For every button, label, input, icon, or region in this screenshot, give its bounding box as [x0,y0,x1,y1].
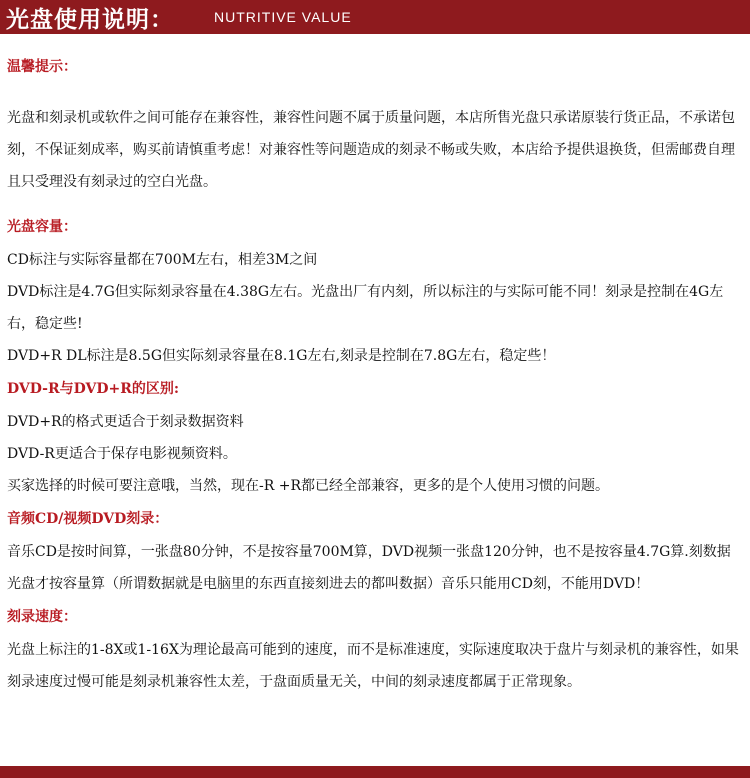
header-bar [0,0,750,34]
capacity-paragraph-cd: CD标注与实际容量都在700M左右，相差3M之间 [7,252,318,268]
document-body [7,50,743,698]
section-tips [7,50,743,198]
capacity-paragraph-dvd-dl: DVD+R DL标注是8.5G但实际刻录容量在8.1G左右,刻录是控制在7.8G左右，稳定些！ [7,348,556,364]
section-title-audio-video: 音频CD/视频DVD刻录： [7,511,169,527]
footer-bar [0,766,750,778]
speed-paragraph: 光盘上标注的1-8X或1-16X为理论最高可能到的速度，而不是标准速度，实际速度取决于盘片与刻录机的兼容性，如果刻录速度过慢可能是刻录机兼容性太差，于盘面质量无关，中间的刻录速度都属于正常现象。 [7,642,739,690]
page-subtitle: NUTRITIVE VALUE [214,9,352,25]
difference-paragraph-plus-r: DVD+R的格式更适合于刻录数据资料 [7,414,244,430]
section-difference [7,372,743,502]
page-title: 光盘使用说明： [6,6,174,33]
section-capacity [7,210,743,372]
difference-paragraph-note: 买家选择的时候可要注意哦，当然，现在-R +R都已经全部兼容，更多的是个人使用习惯的问题。 [7,478,609,494]
section-title-tips: 温馨提示： [7,59,77,75]
section-speed [7,600,743,698]
capacity-paragraph-dvd: DVD标注是4.7G但实际刻录容量在4.38G左右。光盘出厂有内刻，所以标注的与实际可能不同！刻录是控制在4G左右，稳定些! [7,284,724,332]
section-title-capacity: 光盘容量： [7,219,77,235]
section-title-difference: DVD-R与DVD+R的区别: [7,381,180,397]
section-title-speed: 刻录速度： [7,609,77,625]
difference-paragraph-minus-r: DVD-R更适合于保存电影视频资料。 [7,446,237,462]
audio-video-paragraph: 音乐CD是按时间算，一张盘80分钟，不是按容量700M算，DVD视频一张盘120分钟，也不是按容量4.7G算.刻数据光盘才按容量算（所谓数据就是电脑里的东西直接刻进去的都叫数据）音乐只能用CD刻，不能用DVD！ [7,544,731,592]
tips-paragraph: 光盘和刻录机或软件之间可能存在兼容性，兼容性问题不属于质量问题，本店所售光盘只承诺原装行货正品，不承诺包刻，不保证刻成率，购买前请慎重考虑！对兼容性等问题造成的刻录不畅或失败，本店给予提供退换货，但需邮费自理且只受理没有刻录过的空白光盘。 [7,110,735,190]
section-audio-video [7,502,743,600]
